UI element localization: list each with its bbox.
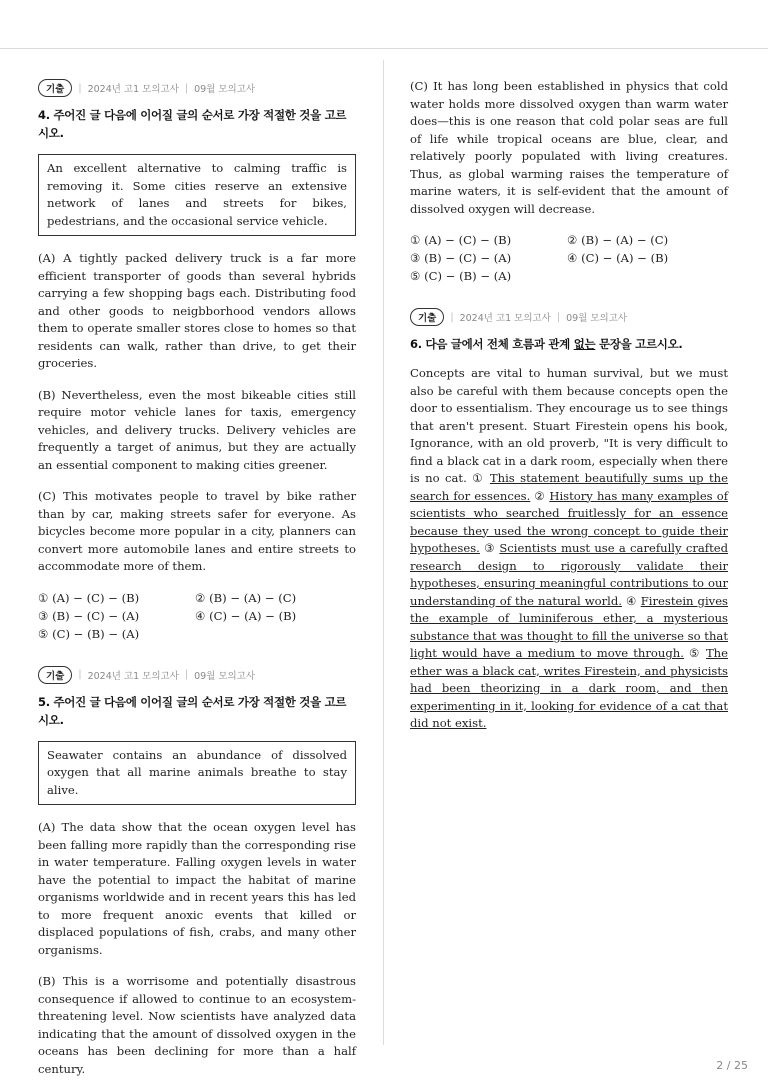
question-5-given-text: Seawater contains an abundance of dissolved oxygen that all marine animals breathe to stay alive. [38, 741, 356, 806]
exam-year: 2024년 고1 모의고사 [459, 313, 551, 324]
question-4 [38, 78, 356, 643]
question-4-meta: 기출 | 2024년 고1 모의고사 | 09월 모의고사 [38, 78, 356, 98]
sentence-2[interactable]: History has many examples of scientists who searched fruitlessly for an essence because they used the wrong concept to guide their hypotheses. [410, 488, 728, 555]
sentence-1-marker: ① [472, 471, 485, 485]
question-5-paragraph-b: (B) This is a worrisome and potentially disastrous consequence if allowed to continue to an ecosystem-threatening level. Now scientists have analyzed data indicating that the amount of dissolved oxygen in the oceans has been declining for more than a half century. [38, 974, 356, 1076]
question-6 [410, 307, 728, 733]
header-rule [0, 48, 768, 49]
choice-3[interactable]: ③ (B) − (C) − (A) [410, 251, 512, 265]
choice-2[interactable]: ② (B) − (A) − (C) [567, 233, 669, 247]
sentence-1[interactable]: This statement beautifully sums up the search for essences. [410, 471, 729, 503]
question-5-choices [410, 232, 728, 285]
exam-year: 2024년 고1 모의고사 [87, 670, 179, 682]
exam-month: 09월 모의고사 [566, 313, 628, 324]
past-exam-tag: 기출 [410, 308, 444, 326]
question-5 [38, 665, 356, 1079]
choice-5[interactable]: ⑤ (C) − (B) − (A) [410, 269, 512, 283]
question-6-title: 6. 다음 글에서 전체 흐름과 관계 없는 문장을 고르시오. [410, 337, 683, 351]
question-6-meta: 기출 | 2024년 고1 모의고사 | 09월 모의고사 [410, 307, 728, 327]
choice-1[interactable]: ① (A) − (C) − (B) [38, 590, 140, 605]
question-5-paragraph-a: (A) The data show that the ocean oxygen level has been falling more rapidly than the corresponding rise in water temperature. Falling oxygen levels in water have the potential to impact the habitat of marine organisms worldwide and in recent years this has led to more frequent anoxic events that killed or displaced populations of fish, crabs, and many other organisms. [38, 820, 356, 957]
sentence-5[interactable]: The ether was a black cat, writes Firestein, and physicists had been theorizing in a dark room, and then experimenting in it, looking for evidence of a cat that did not exist. [410, 646, 728, 730]
exam-year: 2024년 고1 모의고사 [87, 84, 179, 95]
question-5-meta: 기출 | 2024년 고1 모의고사 | 09월 모의고사 [38, 665, 356, 685]
column-divider [383, 60, 384, 1045]
question-6-passage: Concepts are vital to human survival, but we must also be careful with them because concepts open the door to essentialism. They encourage us to see things that aren't present. Stuart Firestein opens his book, Ignorance, with an old proverb, "It is very difficult to find a black cat in a dark room, especially when there is no cat. ① This statement beautifully sums up the search for essences. ② History has many examples of scientists who searched fruitlessly for an essence because they used the wrong concept to guide their hypotheses. ③ Scientists must use a carefully crafted research design to rigorously validate their hypotheses, ensuring meaningful contributions to our understanding of the natural world. ④ Firestein gives the example of luminiferous ether, a mysterious substance that was thought to fill the universe so that light would have a medium to move through. ⑤ The ether was a black cat, writes Firestein, and physicists had been theorizing in a dark room, and then experimenting in it, looking for evidence of a cat that did not exist. [410, 366, 729, 730]
emphasis-none: 없는 [573, 337, 596, 351]
page-number: 2 / 25 [716, 1059, 748, 1072]
question-4-paragraph-b: (B) Nevertheless, even the most bikeable cities still require motor vehicle lanes for taxis, emergency vehicles, and delivery trucks. Delivery vehicles are frequently a target of animus, but they are actually an essential component to making cities greener. [38, 387, 356, 472]
exam-month: 09월 모의고사 [194, 670, 256, 682]
choice-1[interactable]: ① (A) − (C) − (B) [410, 233, 512, 247]
question-5-title: 5. 주어진 글 다음에 이어질 글의 순서로 가장 적절한 것을 고르시오. [38, 694, 347, 727]
sentence-2-marker: ② [534, 488, 546, 503]
sentence-4[interactable]: Firestein gives the example of luminiferous ether, a mysterious substance that was thought to fill the universe so that light would have a medium to move through. [410, 593, 729, 660]
question-4-paragraph-a: (A) A tightly packed delivery truck is a far more efficient transporter of goods than several hybrids carrying a few shopping bags each. Distributing food and other goods to neigbborhood vendors allows them to operate smaller stores close to homes so that residents can walk, rather than drive, to get their groceries. [38, 251, 356, 370]
sentence-4-marker: ④ [625, 593, 637, 608]
choice-3[interactable]: ③ (B) − (C) − (A) [38, 608, 140, 623]
choice-2[interactable]: ② (B) − (A) − (C) [195, 590, 297, 605]
choice-4[interactable]: ④ (C) − (A) − (B) [195, 608, 297, 623]
past-exam-tag: 기출 [38, 79, 72, 97]
right-column [410, 78, 728, 747]
sentence-3[interactable]: Scientists must use a carefully crafted research design to rigorously validate their hypotheses, ensuring meaningful contributions to our understanding of the natural world. [410, 541, 729, 608]
question-4-given-text: An excellent alternative to calming traffic is removing it. Some cities reserve an extensive network of lanes and streets for bikes, pedestrians, and the occasional service vehicle. [38, 154, 356, 236]
choice-4[interactable]: ④ (C) − (A) − (B) [567, 251, 669, 265]
question-4-paragraph-c: (C) This motivates people to travel by bike rather than by car, making streets safer for everyone. As bicycles become more popular in a city, planners can convert more automobile lanes and entire streets to accommodate more of them. [38, 489, 356, 573]
sentence-5-marker: ⑤ [689, 646, 701, 660]
question-4-choices [38, 590, 356, 643]
past-exam-tag: 기출 [38, 666, 72, 684]
question-4-title: 4. 주어진 글 다음에 이어질 글의 순서로 가장 적절한 것을 고르시오. [38, 108, 347, 140]
exam-month: 09월 모의고사 [194, 84, 256, 95]
sentence-3-marker: ③ [484, 541, 496, 555]
question-5-paragraph-c: (C) It has long been established in physics that cold water holds more dissolved oxygen than warm water does—this is one reason that cold polar seas are full of life while tropical oceans are blue, clear, and relatively poorly populated with living creatures. Thus, as global warming raises the temperature of marine waters, it is self-evident that the amount of dissolved oxygen will decrease. [410, 79, 728, 216]
left-column [38, 78, 356, 1092]
choice-5[interactable]: ⑤ (C) − (B) − (A) [38, 626, 140, 641]
